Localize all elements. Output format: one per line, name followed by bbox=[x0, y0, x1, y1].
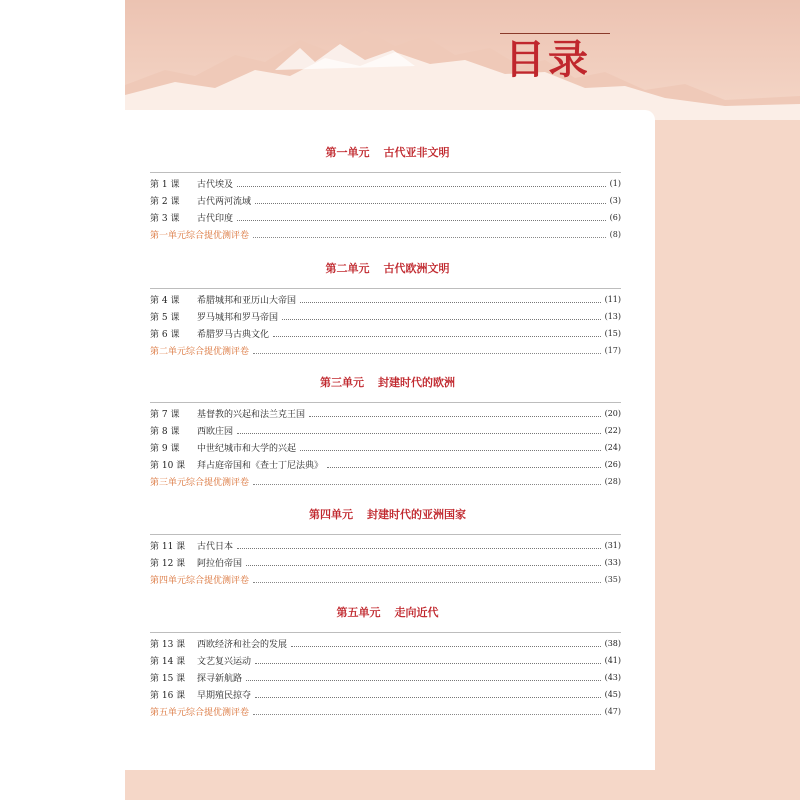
lesson-title: 古代印度 bbox=[197, 214, 234, 224]
page-number: (43) bbox=[604, 673, 621, 682]
lesson-number: 第 6 课 bbox=[150, 330, 180, 340]
lesson-title: 古代两河流域 bbox=[197, 197, 252, 207]
unit-heading bbox=[110, 375, 655, 391]
lesson-number: 第 14 课 bbox=[150, 657, 186, 667]
unit-divider bbox=[150, 288, 621, 289]
unit-name: 古代欧洲文明 bbox=[383, 262, 450, 275]
dot-leader bbox=[253, 231, 606, 238]
lesson-number: 第 11 课 bbox=[150, 542, 186, 552]
unit-divider bbox=[150, 632, 621, 633]
lesson-title: 西欧庄园 bbox=[197, 427, 234, 437]
toc-entry[interactable] bbox=[150, 209, 621, 226]
unit-divider bbox=[150, 534, 621, 535]
dot-leader bbox=[246, 559, 601, 566]
lesson-number: 第 9 课 bbox=[150, 444, 180, 454]
dot-leader bbox=[237, 214, 606, 221]
toc-panel bbox=[110, 110, 655, 770]
quiz-title: 第三单元综合提优测评卷 bbox=[150, 478, 250, 488]
toc-entry-quiz[interactable] bbox=[150, 571, 621, 588]
dot-leader bbox=[246, 674, 601, 681]
page-number: (15) bbox=[604, 329, 621, 338]
page-number: (8) bbox=[609, 230, 621, 239]
unit-heading bbox=[110, 605, 655, 621]
unit-2 bbox=[110, 261, 655, 359]
toc-entry[interactable] bbox=[150, 405, 621, 422]
unit-divider bbox=[150, 172, 621, 173]
lesson-number: 第 10 课 bbox=[150, 461, 186, 471]
page-number: (26) bbox=[604, 460, 621, 469]
toc-entry[interactable] bbox=[150, 175, 621, 192]
page-number: (38) bbox=[604, 639, 621, 648]
unit-name: 走向近代 bbox=[394, 606, 439, 619]
dot-leader bbox=[255, 691, 601, 698]
unit-number: 第五单元 bbox=[336, 606, 381, 619]
unit-number: 第一单元 bbox=[325, 146, 370, 159]
toc-entry[interactable] bbox=[150, 635, 621, 652]
unit-1 bbox=[110, 145, 655, 243]
lesson-number: 第 7 课 bbox=[150, 410, 180, 420]
page-number: (47) bbox=[604, 707, 621, 716]
toc-entry[interactable] bbox=[150, 308, 621, 325]
unit-3 bbox=[110, 375, 655, 490]
unit-name: 封建时代的欧洲 bbox=[378, 376, 455, 389]
dot-leader bbox=[300, 296, 601, 303]
page-number: (22) bbox=[604, 426, 621, 435]
toc-entry-quiz[interactable] bbox=[150, 473, 621, 490]
lesson-number: 第 3 课 bbox=[150, 214, 180, 224]
toc-entry[interactable] bbox=[150, 192, 621, 209]
dot-leader bbox=[291, 640, 601, 647]
lesson-title: 阿拉伯帝国 bbox=[197, 559, 243, 569]
lesson-title: 罗马城邦和罗马帝国 bbox=[197, 313, 279, 323]
toc-entry[interactable] bbox=[150, 537, 621, 554]
lesson-title: 希腊城邦和亚历山大帝国 bbox=[197, 296, 297, 306]
dot-leader bbox=[253, 347, 601, 354]
mountain-banner bbox=[125, 0, 800, 120]
toc-entry[interactable] bbox=[150, 652, 621, 669]
page-number: (45) bbox=[604, 690, 621, 699]
page-number: (41) bbox=[604, 656, 621, 665]
dot-leader bbox=[300, 444, 601, 451]
dot-leader bbox=[253, 576, 601, 583]
dot-leader bbox=[253, 478, 601, 485]
quiz-title: 第四单元综合提优测评卷 bbox=[150, 576, 250, 586]
toc-entry[interactable] bbox=[150, 439, 621, 456]
lesson-title: 基督教的兴起和法兰克王国 bbox=[197, 410, 306, 420]
page-number: (35) bbox=[604, 575, 621, 584]
toc-entry-quiz[interactable] bbox=[150, 226, 621, 243]
lesson-number: 第 5 课 bbox=[150, 313, 180, 323]
lesson-title: 探寻新航路 bbox=[197, 674, 243, 684]
lesson-title: 古代埃及 bbox=[197, 180, 234, 190]
quiz-title: 第一单元综合提优测评卷 bbox=[150, 231, 250, 241]
page-number: (6) bbox=[609, 213, 621, 222]
dot-leader bbox=[327, 461, 601, 468]
unit-name: 封建时代的亚洲国家 bbox=[367, 508, 466, 521]
page-title: 目录 bbox=[505, 37, 591, 83]
dot-leader bbox=[282, 313, 601, 320]
title-rule bbox=[500, 33, 610, 34]
lesson-number: 第 16 课 bbox=[150, 691, 186, 701]
page-number: (11) bbox=[604, 295, 621, 304]
quiz-title: 第二单元综合提优测评卷 bbox=[150, 347, 250, 357]
dot-leader bbox=[273, 330, 601, 337]
toc-entry[interactable] bbox=[150, 291, 621, 308]
dot-leader bbox=[237, 180, 606, 187]
unit-divider bbox=[150, 402, 621, 403]
unit-5 bbox=[110, 605, 655, 720]
toc-entry[interactable] bbox=[150, 686, 621, 703]
page-number: (24) bbox=[604, 443, 621, 452]
lesson-title: 西欧经济和社会的发展 bbox=[197, 640, 288, 650]
dot-leader bbox=[255, 657, 601, 664]
dot-leader bbox=[237, 542, 601, 549]
toc-entry[interactable] bbox=[150, 422, 621, 439]
unit-heading bbox=[110, 261, 655, 277]
unit-number: 第二单元 bbox=[325, 262, 370, 275]
lesson-number: 第 8 课 bbox=[150, 427, 180, 437]
lesson-number: 第 15 课 bbox=[150, 674, 186, 684]
unit-number: 第四单元 bbox=[309, 508, 353, 521]
page-number: (1) bbox=[609, 179, 621, 188]
lesson-title: 拜占庭帝国和《查士丁尼法典》 bbox=[197, 461, 324, 471]
toc-entry[interactable] bbox=[150, 325, 621, 342]
unit-number: 第三单元 bbox=[320, 376, 364, 389]
lesson-title: 早期殖民掠夺 bbox=[197, 691, 252, 701]
toc-entry-quiz[interactable] bbox=[150, 703, 621, 720]
unit-name: 古代亚非文明 bbox=[383, 146, 450, 159]
lesson-title: 文艺复兴运动 bbox=[197, 657, 252, 667]
toc-entry[interactable] bbox=[150, 554, 621, 571]
page-number: (17) bbox=[604, 346, 621, 355]
page-number: (13) bbox=[604, 312, 621, 321]
lesson-number: 第 2 课 bbox=[150, 197, 180, 207]
toc-entry-quiz[interactable] bbox=[150, 342, 621, 359]
unit-heading bbox=[110, 145, 655, 161]
toc-entry[interactable] bbox=[150, 669, 621, 686]
dot-leader bbox=[309, 410, 601, 417]
lesson-number: 第 13 课 bbox=[150, 640, 186, 650]
lesson-number: 第 12 课 bbox=[150, 559, 186, 569]
lesson-title: 中世纪城市和大学的兴起 bbox=[197, 444, 297, 454]
quiz-title: 第五单元综合提优测评卷 bbox=[150, 708, 250, 718]
page-number: (20) bbox=[604, 409, 621, 418]
dot-leader bbox=[253, 708, 601, 715]
dot-leader bbox=[237, 427, 601, 434]
lesson-title: 古代日本 bbox=[197, 542, 234, 552]
lesson-title: 希腊罗马古典文化 bbox=[197, 330, 270, 340]
page-number: (28) bbox=[604, 477, 621, 486]
page-number: (33) bbox=[604, 558, 621, 567]
lesson-number: 第 1 课 bbox=[150, 180, 180, 190]
unit-4 bbox=[110, 507, 655, 588]
page-number: (3) bbox=[609, 196, 621, 205]
dot-leader bbox=[255, 197, 606, 204]
toc-entry[interactable] bbox=[150, 456, 621, 473]
lesson-number: 第 4 课 bbox=[150, 296, 180, 306]
page-number: (31) bbox=[604, 541, 621, 550]
unit-heading bbox=[110, 507, 655, 523]
